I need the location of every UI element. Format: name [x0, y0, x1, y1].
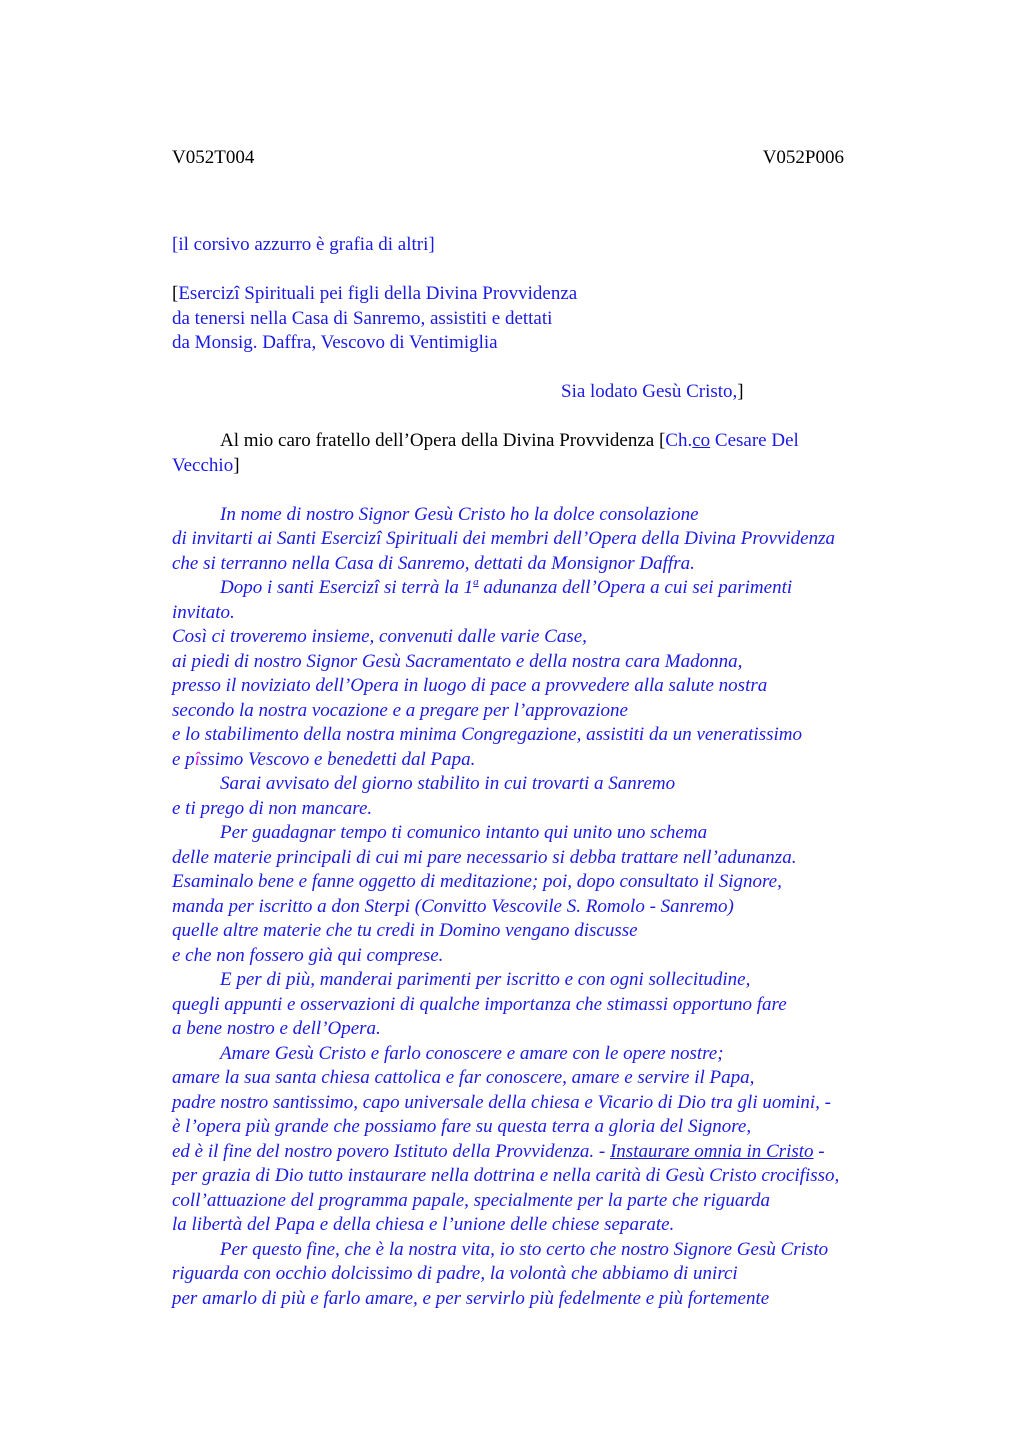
address-line: Al mio caro fratello dell’Opera della Divina Provvidenza [Ch.co Cesare Del Vecchio]	[172, 430, 799, 476]
body-line: delle materie principali di cui mi pare necessario si debba trattare nell’adunanza.	[172, 846, 797, 868]
body-line: è l’opera più grande che possiamo fare su questa terra a gloria del Signore,	[172, 1116, 752, 1137]
body-line: presso il noviziato dell’Opera in luogo di pace a provvedere alla salute nostra	[172, 675, 768, 696]
document-code-left: V052T004	[172, 147, 255, 168]
body-line: quegli appunti e osservazioni di qualche importanza che stimassi opportuno fare	[172, 993, 787, 1015]
body-line: Dopo i santi Esercizî si terrà la 1$^a$ adunanza dell’Opera a cui sei parimenti	[220, 575, 793, 598]
body-line: amare la sua santa chiesa cattolica e far conoscere, amare e servire il Papa,	[172, 1067, 755, 1088]
body-line: Per questo fine, che è la nostra vita, io sto certo che nostro Signore Gesù Cristo	[220, 1238, 829, 1260]
editorial-note: [il corsivo azzurro è grafia di altri]	[172, 234, 435, 255]
body-line: a bene nostro e dell’Opera.	[172, 1018, 381, 1039]
body-line: e ti prego di non mancare.	[172, 797, 373, 819]
body-line: la libertà del Papa e della chiesa e l’unione delle chiese separate.	[172, 1214, 675, 1235]
body-line: manda per iscritto a don Sterpi (Convitto Vescovile S. Romolo - Sanremo)	[172, 895, 734, 917]
document-code-right: V052P006	[762, 147, 844, 168]
body-line: Così ci troveremo insieme, convenuti dalle varie Case,	[172, 626, 587, 647]
body-line: quelle altre materie che tu credi in Domino vengano discusse	[172, 920, 638, 941]
body-line: Esaminalo bene e fanne oggetto di meditazione; poi, dopo consultato il Signore,	[172, 871, 782, 892]
document-page	[172, 145, 912, 1311]
letter-body	[172, 503, 912, 1312]
body-line: Amare Gesù Cristo e farlo conoscere e amare con le opere nostre;	[220, 1042, 724, 1064]
body-line: per amarlo di più e farlo amare, e per servirlo più fedelmente e più fortemente	[172, 1287, 770, 1309]
body-line: E per di più, manderai parimenti per iscritto e con ogni sollecitudine,	[220, 969, 751, 990]
body-line: e lo stabilimento della nostra minima Congregazione, assistiti da un veneratissimo	[172, 724, 802, 745]
body-line: e pîssimo Vescovo e benedetti dal Papa.	[172, 748, 476, 770]
body-line: di invitarti ai Santi Esercizî Spirituali dei membri dell’Opera della Divina Provvidenza	[172, 528, 835, 549]
body-line: padre nostro santissimo, capo universale della chiesa e Vicario di Dio tra gli uomini, -	[172, 1091, 831, 1113]
body-line: coll’attuazione del programma papale, specialmente per la parte che riguarda	[172, 1189, 771, 1211]
title-block	[172, 282, 912, 405]
page-header	[172, 145, 912, 171]
body-line: ai piedi di nostro Signor Gesù Sacramentato e della nostra cara Madonna,	[172, 650, 743, 672]
latin-motto: Instaurare omnia in Cristo	[609, 1140, 814, 1162]
body-line: In nome di nostro Signor Gesù Cristo ho la dolce consolazione	[220, 503, 699, 525]
body-line: per grazia di Dio tutto instaurare nella dottrina e nella carità di Gesù Cristo crocifisso,	[172, 1165, 840, 1186]
body-line: e che non fossero già qui comprese.	[172, 944, 444, 966]
body-line: Sarai avvisato del giorno stabilito in cui trovarti a Sanremo	[220, 773, 676, 794]
title-line-2: da tenersi nella Casa di Sanremo, assistiti e dettati	[172, 307, 553, 329]
body-line: che si terranno nella Casa di Sanremo, dettati da Monsignor Daffra.	[172, 552, 695, 574]
title-line-1: [Esercizî Spirituali pei figli della Divina Provvidenza	[172, 283, 578, 304]
body-line: ed è il fine del nostro povero Istituto della Provvidenza. - Instaurare omnia in Cristo -	[172, 1140, 825, 1162]
body-line: invitato.	[172, 601, 235, 623]
salutation: Sia lodato Gesù Cristo,]	[561, 381, 744, 402]
body-line: secondo la nostra vocazione e a pregare per l’approvazione	[172, 699, 628, 721]
body-line: Per guadagnar tempo ti comunico intanto qui unito uno schema	[220, 822, 708, 843]
title-line-3: da Monsig. Daffra, Vescovo di Ventimiglia	[172, 332, 498, 353]
body-line: riguarda con occhio dolcissimo di padre, la volontà che abbiamo di unirci	[172, 1263, 738, 1284]
